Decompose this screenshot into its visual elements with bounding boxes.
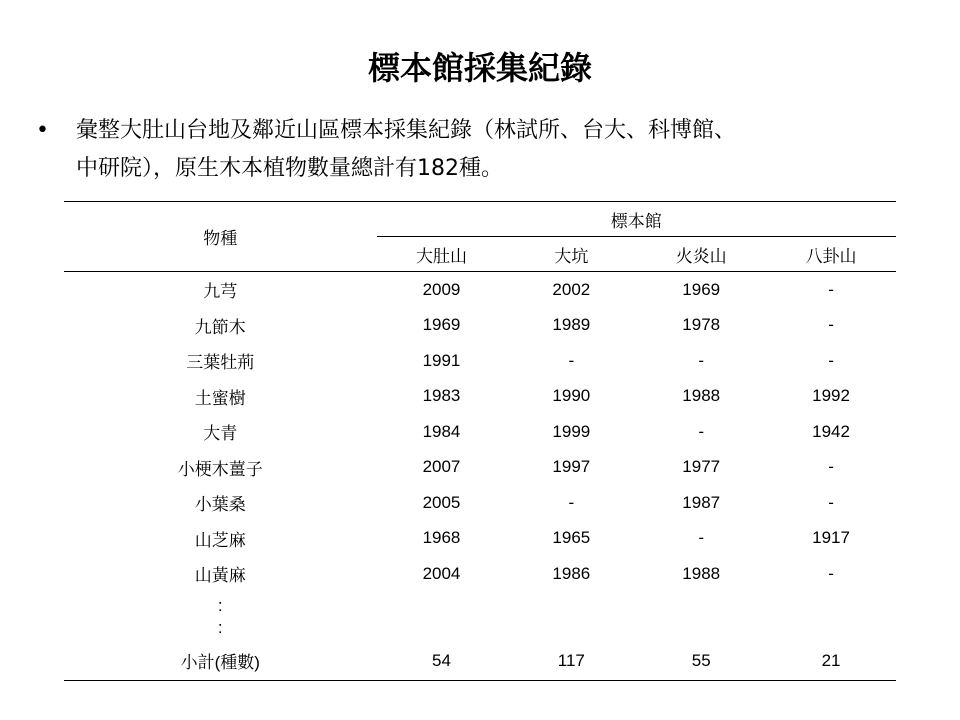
year-value: - bbox=[698, 528, 705, 548]
year-value: 1968 bbox=[422, 528, 461, 548]
specimen-table bbox=[64, 201, 896, 681]
year-value: - bbox=[828, 315, 834, 335]
ellipsis-dot: : bbox=[217, 617, 223, 637]
total-label: 小計(種數) bbox=[180, 653, 260, 672]
total-value: 117 bbox=[557, 650, 585, 670]
year-value: - bbox=[828, 563, 834, 583]
site-header-huoyanshan: 火炎山 bbox=[636, 237, 766, 272]
year-value: 1917 bbox=[812, 528, 850, 548]
species-name: 九芎 bbox=[203, 282, 238, 302]
year-value: 1969 bbox=[682, 279, 721, 299]
year-value: 1992 bbox=[812, 386, 850, 406]
species-name: 小葉桑 bbox=[194, 495, 246, 515]
species-name: 土蜜樹 bbox=[194, 388, 246, 408]
table-row bbox=[64, 521, 896, 557]
species-name: 山黃麻 bbox=[194, 566, 246, 586]
bullet-text bbox=[76, 112, 916, 188]
site-header-dakeng: 大坑 bbox=[506, 237, 636, 272]
total-value: 55 bbox=[691, 650, 711, 670]
year-value: 1999 bbox=[552, 421, 591, 441]
table-row bbox=[64, 308, 896, 344]
year-value: 1978 bbox=[682, 315, 721, 335]
table-row bbox=[64, 272, 896, 308]
bullet-line-1: 彙整大肚山台地及鄰近山區標本採集紀錄（林試所、台大、科博館、 bbox=[76, 118, 737, 143]
year-value: - bbox=[828, 279, 834, 299]
species-column-header: 物種 bbox=[64, 202, 377, 272]
year-value: 1989 bbox=[552, 315, 591, 335]
ellipsis-cell bbox=[64, 592, 377, 642]
year-value: 1942 bbox=[812, 421, 850, 441]
year-value: 1977 bbox=[682, 457, 721, 477]
species-name: 小梗木薑子 bbox=[177, 459, 263, 479]
year-value: 2007 bbox=[422, 457, 461, 477]
empty-cell bbox=[377, 592, 507, 642]
total-value: 21 bbox=[821, 650, 841, 670]
bullet-icon: • bbox=[36, 118, 49, 143]
year-value: 2004 bbox=[422, 563, 461, 583]
year-value: 1969 bbox=[422, 315, 461, 335]
ellipsis-dot: : bbox=[217, 595, 223, 615]
slide-title: 標本館採集紀錄 bbox=[367, 49, 592, 87]
bullet-line-2: 中研院），原生木本植物數量總計有182種。 bbox=[76, 156, 503, 181]
year-value: - bbox=[828, 457, 834, 477]
table-row bbox=[64, 379, 896, 415]
year-value: - bbox=[568, 350, 575, 370]
empty-cell bbox=[506, 592, 636, 642]
year-value: 1990 bbox=[552, 386, 591, 406]
empty-cell bbox=[766, 592, 896, 642]
species-name: 山芝麻 bbox=[194, 530, 246, 550]
table-row bbox=[64, 485, 896, 521]
ellipsis-row bbox=[64, 592, 896, 642]
species-name: 大青 bbox=[203, 424, 238, 444]
year-value: 1988 bbox=[682, 563, 721, 583]
table-row bbox=[64, 450, 896, 486]
table-row bbox=[64, 414, 896, 450]
year-value: 1988 bbox=[682, 386, 721, 406]
year-value: - bbox=[568, 492, 575, 512]
year-value: 1983 bbox=[422, 386, 461, 406]
year-value: 1986 bbox=[552, 563, 591, 583]
total-value: 54 bbox=[432, 650, 451, 670]
year-value: 2009 bbox=[422, 279, 461, 299]
empty-cell bbox=[636, 592, 766, 642]
year-value: - bbox=[828, 350, 834, 370]
year-value: 2005 bbox=[422, 492, 461, 512]
species-name: 九節木 bbox=[194, 317, 246, 337]
site-header-baguashan: 八卦山 bbox=[766, 237, 896, 272]
year-value: - bbox=[698, 421, 705, 441]
herbarium-group-header: 標本館 bbox=[377, 202, 896, 237]
year-value: 1984 bbox=[422, 421, 461, 441]
bullet-paragraph bbox=[36, 112, 916, 188]
species-name: 三葉牡荊 bbox=[186, 353, 255, 373]
year-value: 1987 bbox=[682, 492, 721, 512]
year-value: 2002 bbox=[552, 279, 591, 299]
total-row bbox=[64, 642, 896, 681]
table-row bbox=[64, 556, 896, 592]
year-value: 1991 bbox=[422, 350, 461, 370]
table-row bbox=[64, 343, 896, 379]
year-value: - bbox=[698, 350, 705, 370]
year-value: 1997 bbox=[552, 457, 591, 477]
site-header-dadushan: 大肚山 bbox=[377, 237, 507, 272]
year-value: - bbox=[828, 492, 834, 512]
year-value: 1965 bbox=[552, 528, 591, 548]
